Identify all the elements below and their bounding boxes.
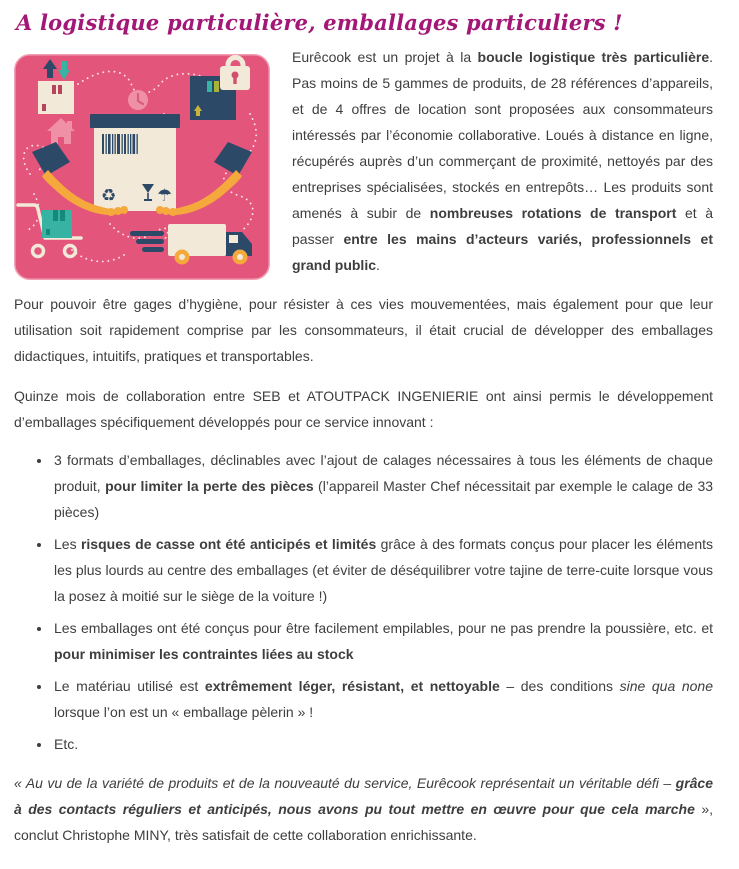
intro-section xyxy=(14,49,713,280)
conclusion-paragraph: « Au vu de la variété de produits et de la nouveauté du service, Eurêcook représentait un véritable défi – grâce à des contacts réguliers et anticipés, nous avons pu tout mettre en œuvre pour que cela marche », conclut Christophe MINY, très satisfait de cette collaboration enrichissante. xyxy=(14,775,713,843)
paragraph-collaboration: Quinze mois de collaboration entre SEB et ATOUTPACK INGENIERIE ont ainsi permis le développement d’emballages spécifiquement développés pour ce service innovant : xyxy=(14,388,713,430)
page-title: A logistique particulière, emballages particuliers ! xyxy=(16,10,623,35)
umbrella-icon: ☂ xyxy=(157,186,173,206)
list-item-casse: • Les risques de casse ont été anticipés et limités grâce à des formats conçus pour placer les éléments les plus lourds au centre des emballages (et éviter de déséquilibrer votre tajine de terre-cuite lorsque vous la posez à moitié sur le siège de la voiture !) xyxy=(52,531,713,609)
features-list xyxy=(14,447,713,757)
list-item-formats: • 3 formats d’emballages, déclinables avec l’ajout de calages nécessaires à tous les éléments de chaque produit, pour limiter la perte des pièces (l’appareil Master Chef nécessitait par exemple le calage de 33 pièces) xyxy=(52,447,713,525)
list-item-materiau: • Le matériau utilisé est extrêmement léger, résistant, et nettoyable – des conditions sine qua none lorsque l’on est un « emballage pèlerin » ! xyxy=(52,673,713,725)
paragraph-hygiene: Pour pouvoir être gages d’hygiène, pour résister à ces vies mouvementées, mais également pour que leur utilisation soit rapidement comprise par les consommateurs, il était crucial de développer des emballages didactiques, intuitifs, pratiques et transportables. xyxy=(14,296,713,364)
list-item-empilables: • Les emballages ont été conçus pour être facilement empilables, pour ne pas prendre la poussière, etc. et pour minimiser les contraintes liées au stock xyxy=(52,615,713,667)
parcel-box xyxy=(90,114,180,211)
recycle-icon: ♻ xyxy=(101,186,117,206)
small-box-icon xyxy=(38,81,74,114)
list-item-etc: • Etc. xyxy=(52,731,713,757)
intro-paragraph: Eurêcook est un projet à la boucle logistique très particulière. Pas moins de 5 gammes de produits, de 28 références d’appareils, et de 4 offres de location sont proposées aux consommateurs intéressés par l’économie collaborative. Loués à distance en ligne, récupérés auprès d’un commerçant de proximité, nettoyés par des entreprises spécialisées, stockés en entrepôts… Les produits sont amenés à subir de nombreuses rotations de transport et à passer entre les mains d’acteurs variés, professionnels et grand public. xyxy=(292,49,713,273)
logistics-illustration xyxy=(14,54,270,280)
clock-icon xyxy=(128,90,148,110)
